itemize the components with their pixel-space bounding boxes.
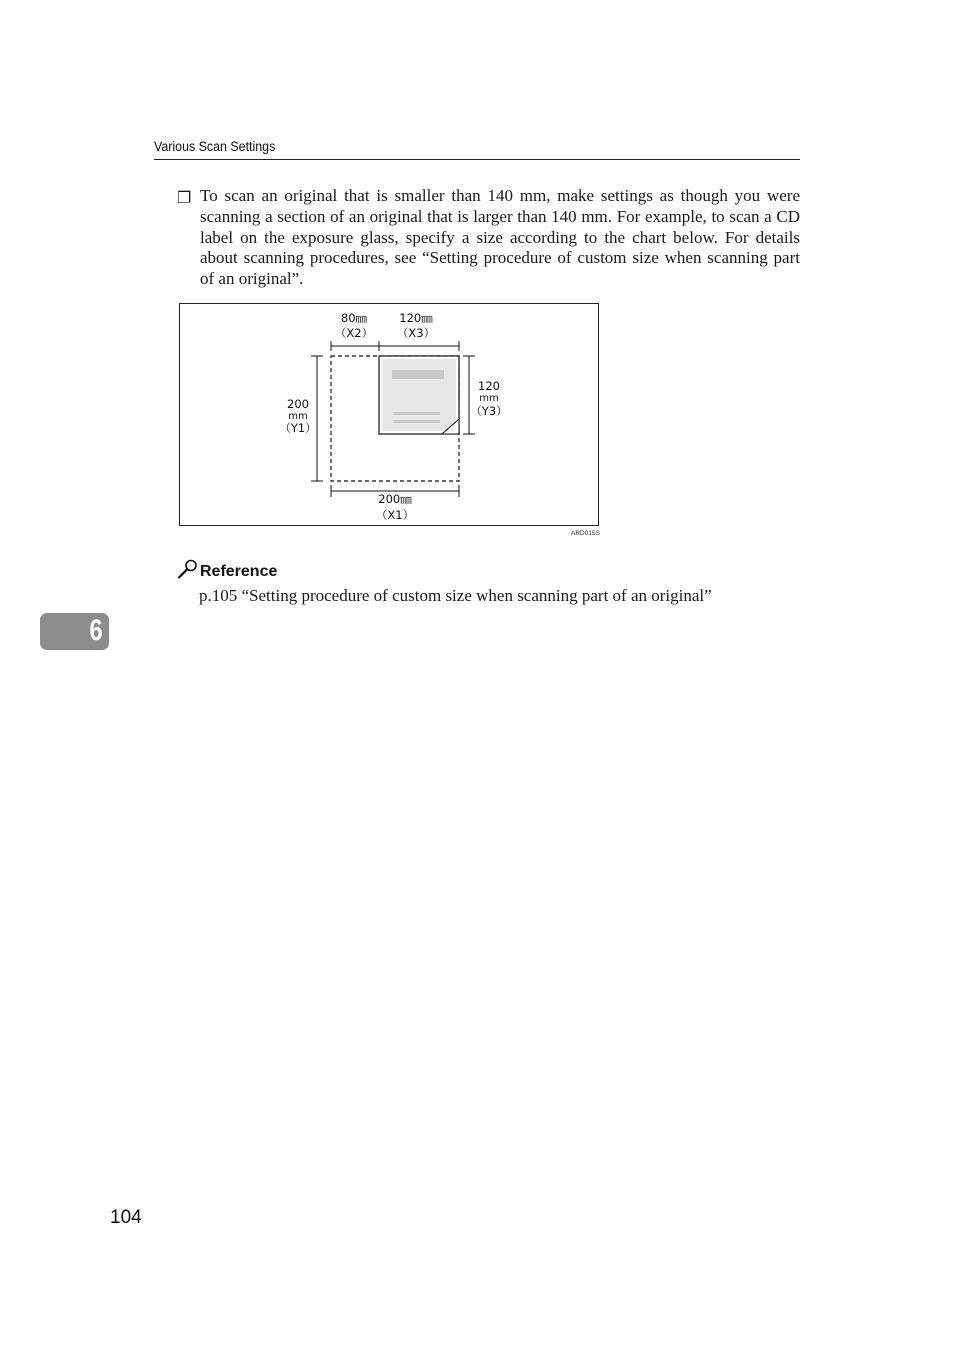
figure-code: ARD015S xyxy=(571,530,600,537)
note-text: To scan an original that is smaller than 140 mm, make settings as though you were scanning a section of an original that is larger than 140 mm. For example, to scan a CD label on the exposure glass, specify a size according to the chart below. For details about scanning procedures, see “Setting procedure of custom size when scanning part of an original”. xyxy=(200,186,800,289)
y3-value-label: 120 xyxy=(478,379,500,393)
x2-value-label: 80㎜ xyxy=(340,311,368,325)
page-number: 104 xyxy=(110,1207,142,1228)
scan-area-diagram xyxy=(179,303,599,526)
x2-name-label: （X2） xyxy=(334,326,374,340)
y1-name-label: （Y1） xyxy=(279,421,317,435)
y1-value-label: 200 xyxy=(287,397,309,411)
reference-link[interactable]: p.105 “Setting procedure of custom size when scanning part of an original” xyxy=(199,586,712,605)
chapter-tab xyxy=(40,613,109,650)
y3-name-label: （Y3） xyxy=(470,404,508,418)
y3-unit-label: mm xyxy=(479,393,499,404)
chapter-number: 6 xyxy=(89,614,103,647)
document-line xyxy=(394,412,440,415)
y1-unit-label: mm xyxy=(288,411,308,422)
x1-value-label: 200㎜ xyxy=(378,492,412,506)
header-rule xyxy=(154,159,800,160)
document-title-bar xyxy=(392,370,444,379)
reference-label: Reference xyxy=(200,563,278,580)
diagram-drawing xyxy=(180,304,600,527)
x3-name-label: （X3） xyxy=(396,326,436,340)
document-line xyxy=(394,420,440,423)
note-bullet: ❐ xyxy=(177,188,192,207)
section-header: Various Scan Settings xyxy=(154,139,276,154)
x1-name-label: （X1） xyxy=(375,508,415,522)
magnifier-icon xyxy=(177,558,199,580)
x3-value-label: 120㎜ xyxy=(399,311,433,325)
